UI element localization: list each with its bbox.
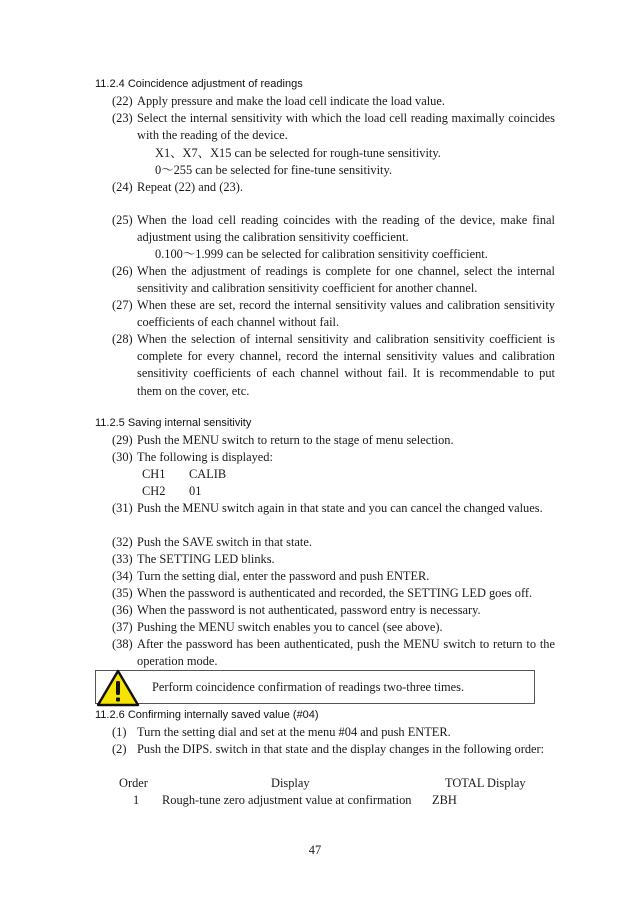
item-text: The following is displayed: — [137, 450, 273, 464]
display-value: CALIB — [189, 467, 227, 481]
item-number: (37) — [112, 620, 133, 634]
item-text: Push the MENU switch to return to the stage of menu selection. — [137, 433, 454, 447]
item-number: (22) — [112, 94, 133, 108]
item-number: (30) — [112, 450, 133, 464]
item-number: (1) — [112, 725, 127, 739]
list-item — [112, 602, 555, 619]
item-text: Turn the setting dial and set at the menu #04 and push ENTER. — [137, 725, 451, 739]
item-number: (23) — [112, 111, 133, 125]
sub-note: 0.100～1.999 can be selected for calibration sensitivity coefficient. — [155, 247, 488, 261]
list-item — [112, 585, 555, 602]
item-text: When these are set, record the internal sensitivity values and calibration sensitivity coefficients of each channel without fail. — [137, 298, 555, 330]
item-number: (27) — [112, 298, 133, 312]
item-number: (33) — [112, 552, 133, 566]
item-text: When the load cell reading coincides with the reading of the device, make final adjustment using the calibration sensitivity coefficient. — [137, 213, 555, 245]
list-item — [112, 179, 555, 196]
item-text: When the password is authenticated and recorded, the SETTING LED goes off. — [137, 586, 533, 600]
list-item — [112, 110, 555, 144]
item-number: (29) — [112, 433, 133, 447]
list-item — [112, 212, 555, 246]
list-item — [112, 724, 555, 741]
item-number: (26) — [112, 264, 133, 278]
item-number: (35) — [112, 586, 133, 600]
list-item — [112, 297, 555, 331]
sub-note: X1、X7、X15 can be selected for rough-tune sensitivity. — [155, 146, 441, 160]
section-heading: 11.2.4 Coincidence adjustment of readings — [95, 78, 303, 90]
list-item — [112, 551, 555, 568]
item-text: Push the MENU switch again in that state and you can cancel the changed values. — [137, 501, 543, 515]
table-cell-order: 1 — [133, 793, 140, 807]
page-number: 47 — [308, 843, 322, 857]
item-number: (24) — [112, 180, 133, 194]
list-item — [112, 432, 555, 449]
item-number: (32) — [112, 535, 133, 549]
list-item — [112, 263, 555, 297]
item-text: When the adjustment of readings is complete for one channel, select the internal sensitivity and calibration sensitivity coefficient for another channel. — [137, 264, 555, 296]
item-text: Repeat (22) and (23). — [137, 180, 243, 194]
list-item — [112, 93, 555, 110]
table-header-total-display: TOTAL Display — [445, 776, 526, 790]
display-channel: CH1 — [142, 467, 166, 481]
list-item — [112, 449, 555, 466]
item-text: After the password has been authenticated, push the MENU switch to return to the operation mode. — [137, 637, 555, 669]
item-number: (34) — [112, 569, 133, 583]
list-item — [112, 636, 555, 670]
item-text: When the selection of internal sensitivity and calibration sensitivity coefficient is complete for every channel, record the internal sensitivity values and calibration sensitivity coefficients of each channel without fail. It is recommendable to put them on the cover, etc. — [137, 332, 555, 398]
section-heading: 11.2.5 Saving internal sensitivity — [95, 417, 252, 429]
item-text: Pushing the MENU switch enables you to cancel (see above). — [137, 620, 443, 634]
list-item — [112, 534, 555, 551]
table-header-display: Display — [271, 776, 310, 790]
table-header-order: Order — [119, 776, 148, 790]
item-text: Push the SAVE switch in that state. — [137, 535, 312, 549]
item-text: Turn the setting dial, enter the password and push ENTER. — [137, 569, 430, 583]
item-number: (25) — [112, 213, 133, 227]
list-item — [112, 500, 555, 517]
table-cell-total-display: ZBH — [432, 793, 457, 807]
sub-note: 0～255 can be selected for fine-tune sensitivity. — [155, 163, 392, 177]
list-item — [112, 568, 555, 585]
item-text: When the password is not authenticated, password entry is necessary. — [137, 603, 481, 617]
item-text: Select the internal sensitivity with which the load cell reading maximally coincides with the reading of the device. — [137, 111, 555, 143]
item-number: (38) — [112, 637, 133, 651]
display-value: 01 — [189, 484, 202, 498]
display-channel: CH2 — [142, 484, 166, 498]
item-number: (2) — [112, 742, 127, 756]
table-cell-display: Rough-tune zero adjustment value at confirmation — [162, 793, 412, 807]
section-heading: 11.2.6 Confirming internally saved value (#04) — [95, 709, 319, 721]
item-text: The SETTING LED blinks. — [137, 552, 275, 566]
item-number: (28) — [112, 332, 133, 346]
list-item — [112, 741, 555, 758]
list-item — [112, 331, 555, 400]
item-text: Push the DIPS. switch in that state and the display changes in the following order: — [137, 742, 545, 756]
warning-triangle-icon — [96, 669, 140, 707]
item-text: Apply pressure and make the load cell indicate the load value. — [137, 94, 445, 108]
list-item — [112, 619, 555, 636]
item-number: (36) — [112, 603, 133, 617]
warning-text: Perform coincidence confirmation of readings two-three times. — [152, 680, 465, 694]
item-number: (31) — [112, 501, 133, 515]
